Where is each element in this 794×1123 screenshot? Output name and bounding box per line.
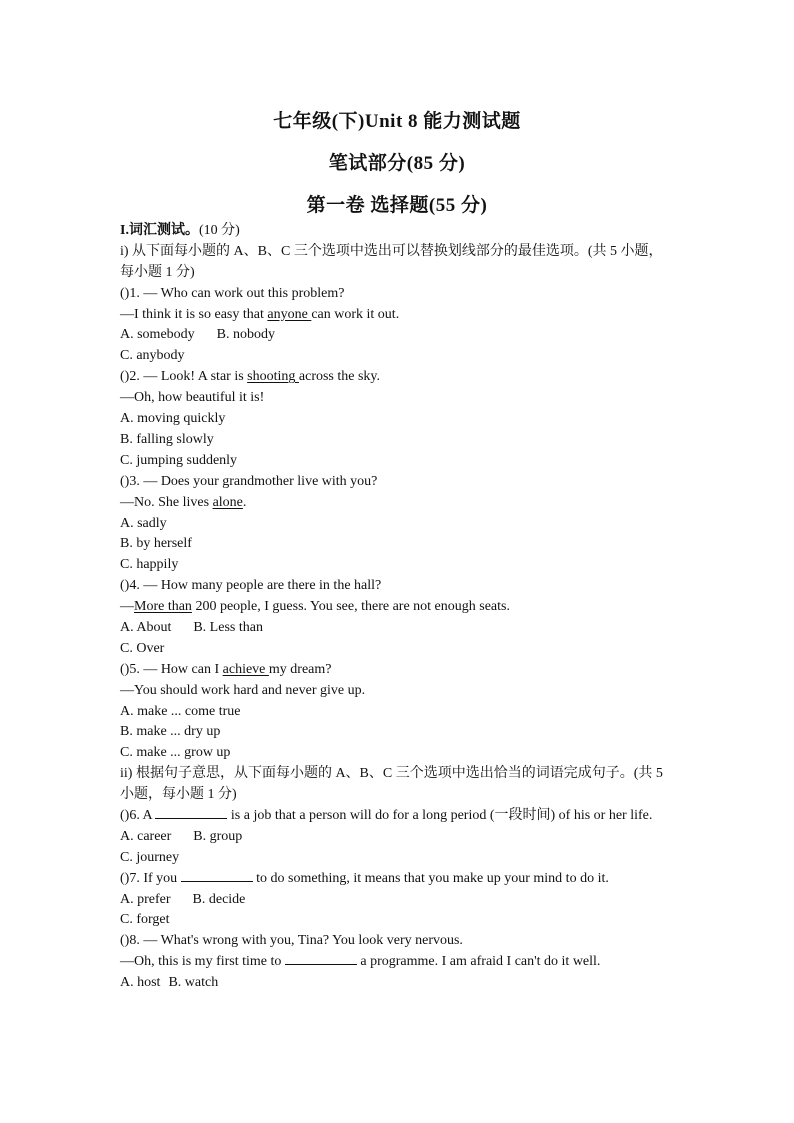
option-a: A. make ... come true — [120, 703, 241, 719]
question-5-reply: —You should work hard and never give up. — [120, 682, 366, 698]
underlined-word: anyone — [267, 306, 312, 322]
option-a: A. somebody — [120, 327, 195, 343]
option-b: B. group — [193, 828, 243, 844]
question-4-options-ab — [120, 618, 676, 639]
option-a: A. About — [120, 619, 172, 635]
option-a: A. career — [120, 828, 172, 844]
section-heading — [120, 221, 676, 242]
question-4-reply: —More than 200 people, I guess. You see, there are not enough seats. — [120, 599, 510, 615]
question-2-prompt: ()2. — Look! A star is shooting across the sky. — [120, 369, 381, 385]
document-title: 七年级(下)Unit 8 能力测试题 — [273, 111, 521, 132]
option-c: C. anybody — [120, 348, 185, 364]
option-c: C. jumping suddenly — [120, 452, 238, 468]
question-8-prompt: ()8. — What's wrong with you, Tina? You look very nervous. — [120, 933, 463, 949]
question-6-prompt: ()6. A is a job that a person will do for a long period (一段时间) of his or her life. — [120, 808, 653, 823]
answer-blank — [285, 952, 357, 965]
question-3-prompt: ()3. — Does your grandmother live with you? — [120, 473, 378, 489]
underlined-word: alone — [212, 494, 243, 510]
underlined-word: shooting — [247, 369, 299, 385]
underlined-word: achieve — [222, 661, 269, 677]
section-score: (10 分) — [198, 223, 240, 238]
option-c: C. forget — [120, 912, 170, 928]
volume-heading: 第一卷 选择题(55 分) — [306, 195, 488, 216]
question-4-prompt: ()4. — How many people are there in the hall? — [120, 578, 382, 594]
option-a: A. sadly — [120, 515, 167, 531]
question-6-options-ab — [120, 827, 676, 848]
option-a: A. moving quickly — [120, 411, 226, 427]
option-b: B. nobody — [216, 327, 276, 343]
option-c: C. journey — [120, 849, 180, 865]
option-c: C. Over — [120, 640, 165, 656]
option-b: B. decide — [192, 891, 246, 907]
answer-blank — [155, 806, 227, 819]
option-b: B. make ... dry up — [120, 724, 221, 740]
option-b: B. watch — [168, 975, 219, 991]
document-body — [120, 221, 676, 994]
question-1-reply: —I think it is so easy that anyone can work it out. — [120, 306, 400, 322]
question-7-prompt: ()7. If you to do something, it means that you make up your mind to do it. — [120, 870, 609, 886]
option-c: C. make ... grow up — [120, 745, 231, 761]
option-b: B. falling slowly — [120, 431, 214, 447]
answer-blank — [181, 869, 253, 882]
part1-instruction: i) 从下面每小题的 A、B、C 三个选项中选出可以替换划线部分的最佳选项。(共 5 小题，每小题 1 分) — [120, 243, 663, 280]
question-3-reply: —No. She lives alone. — [120, 494, 247, 510]
option-a: A. prefer — [120, 891, 171, 907]
document-subtitle: 笔试部分(85 分) — [328, 153, 466, 174]
question-8-reply: —Oh, this is my first time to a programme. I am afraid I can't do it well. — [120, 954, 601, 970]
option-a: A. host — [120, 975, 161, 991]
section-title: I.词汇测试。 — [120, 223, 199, 238]
part2-instruction: ii) 根据句子意思，从下面每小题的 A、B、C 三个选项中选出恰当的词语完成句子。(共 5 小题，每小题 1 分) — [120, 766, 663, 803]
question-2-reply: —Oh, how beautiful it is! — [120, 390, 265, 406]
option-c: C. happily — [120, 557, 179, 573]
question-1-prompt: ()1. — Who can work out this problem? — [120, 285, 345, 301]
question-5-prompt: ()5. — How can I achieve my dream? — [120, 661, 332, 677]
option-b: B. by herself — [120, 536, 192, 552]
question-7-options-ab — [120, 890, 676, 911]
option-b: B. Less than — [193, 619, 263, 635]
question-1-options-ab — [120, 325, 676, 346]
question-8-options-ab — [120, 973, 676, 994]
underlined-word: More than — [134, 599, 192, 615]
